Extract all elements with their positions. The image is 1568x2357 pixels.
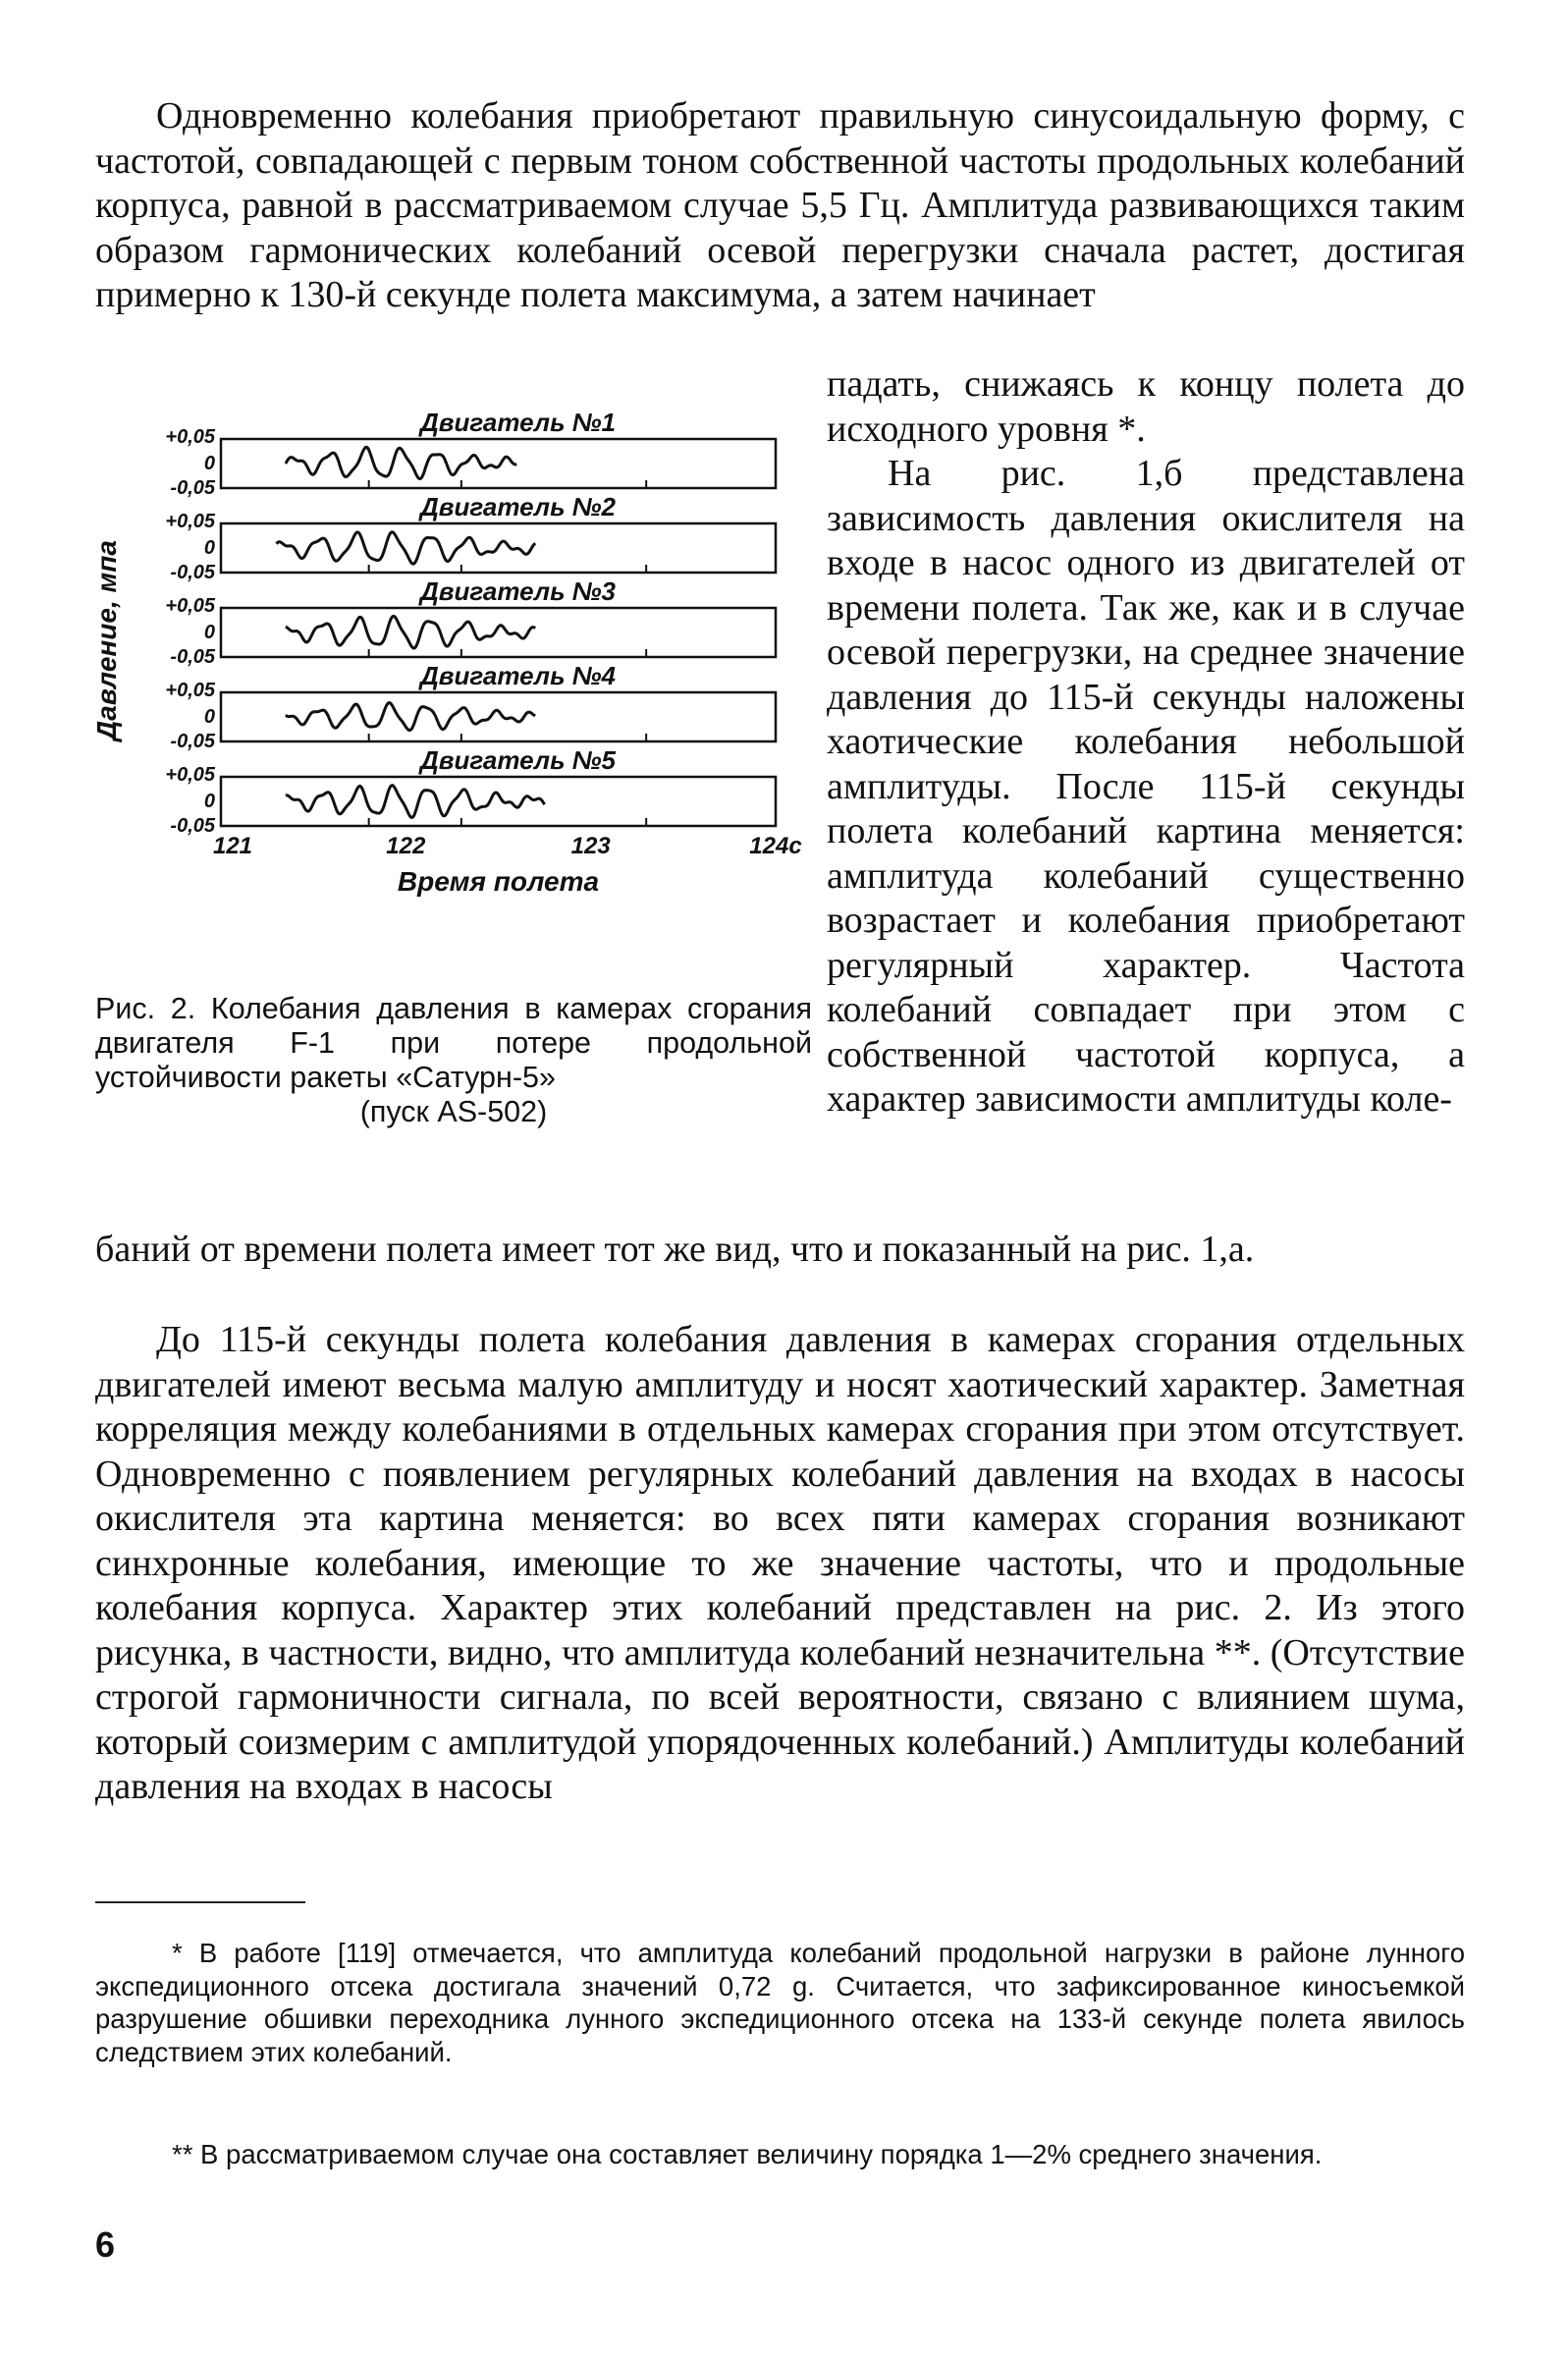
x-tick-label-3: 123 — [570, 833, 611, 859]
paragraph-top: Одновременно колебания приобретают правильную синусоидальную форму, с частотой, совпадающей с первым тоном собственной частоты продольных колебаний корпуса, равной в рассматриваемом случае 5,5 Гц. Амплитуда развивающихся таким образом гармонических колебаний осевой перегрузки сначала растет, достигая примерно к 130-й секунде полета максимума, а затем начинает — [95, 95, 1465, 315]
y-tick-label-2-2: 0 — [203, 537, 215, 559]
y-tick-label-3-2: 0 — [203, 622, 215, 643]
x-tick-label-2: 122 — [386, 833, 426, 859]
y-tick-label-5-3: -0,05 — [170, 815, 215, 837]
y-tick-label-1-2: 0 — [203, 453, 215, 474]
x-tick-label-1: 121 — [212, 833, 253, 859]
y-tick-label-4-2: 0 — [203, 706, 215, 728]
footnote-2: ** В рассматриваемом случае она составляет величину порядка 1—2% среднего значения. — [172, 2139, 1323, 2169]
channel-label-4: Двигатель №4 — [420, 661, 616, 690]
figure-2 — [88, 408, 815, 928]
y-tick-label-4-1: +0,05 — [165, 680, 215, 701]
y-tick-label-3-1: +0,05 — [165, 595, 215, 617]
y-tick-label-5-2: 0 — [203, 791, 215, 812]
channel-frame-5 — [221, 777, 776, 826]
y-tick-label-5-1: +0,05 — [165, 764, 215, 786]
waveform-4 — [286, 703, 535, 731]
y-axis-label: Давление, мпа — [91, 540, 122, 740]
channel-label-2: Двигатель №2 — [420, 492, 616, 521]
footnote-rule — [95, 1901, 305, 1903]
y-tick-label-3-3: -0,05 — [170, 646, 215, 668]
caption-main: Рис. 2. Колебания давления в камерах сгорания двигателя F-1 при потере продольной устойчивости ракеты «Сатурн-5» — [95, 992, 812, 1094]
waveform-3 — [286, 616, 535, 648]
footnote-1: * В работе [119] отмечается, что амплитуда колебаний продольной нагрузки в районе лунного экспедиционного отсека достигала значений 0,72 g. Считается, что зафиксированное киносъемкой разрушение обшивки переходника лунного экспедиционного отсека на 133-й секунде полета явилось следствием этих колебаний. — [95, 1938, 1465, 2067]
channel-label-3: Двигатель №3 — [420, 576, 616, 606]
x-axis-label: Время полета — [397, 866, 600, 897]
paragraph-join: баний от времени полета имеет тот же вид, что и показанный на рис. 1,а. — [95, 1229, 1255, 1270]
page-number: 6 — [95, 2224, 116, 2265]
waveform-2 — [277, 532, 536, 564]
paragraph-second: До 115-й секунды полета колебания давления в камерах сгорания отдельных двигателей имеют весьма малую амплитуду и носят хаотический характер. Заметная корреляция между колебаниями в отдельных камерах сгорания при этом отсутствует. Одновременно с появлением регулярных колебаний давления на входах в насосы окислителя эта картина меняется: во всех пяти камерах сгорания возникают синхронные колебания, имеющие то же значение частоты, что и продольные колебания корпуса. Характер этих колебаний представлен на рис. 2. Из этого рисунка, в частности, видно, что амплитуда колебаний незначительна **. (Отсутствие строгой гармоничности сигнала, по всей вероятности, связано с влиянием шума, который соизмерим с амплитудой упорядоченных колебаний.) Амплитуды колебаний давления на входах в насосы — [95, 1319, 1465, 1807]
paragraph-right-continuation: падать, снижаясь к концу полета до исходного уровня *. — [827, 363, 1465, 450]
y-tick-label-4-3: -0,05 — [170, 731, 215, 752]
pressure-oscillation-chart — [88, 408, 815, 928]
y-tick-label-1-1: +0,05 — [165, 426, 215, 448]
caption-launch: (пуск AS-502) — [359, 1095, 548, 1128]
channel-frame-4 — [221, 692, 776, 741]
paragraph-right-main: На рис. 1,б представлена зависимость давления окислителя на входе в насос одного из двигателей от времени полета. Так же, как и в случае осевой перегрузки, на среднее значение давления до 115-й секунды наложены хаотические колебания небольшой амплитуды. После 115-й секунды полета колебаний картина меняется: амплитуда колебаний существенно возрастает и колебания приобретают регулярный характер. Частота колебаний совпадает при этом с собственной частотой корпуса, а характер зависимости амплитуды коле- — [827, 453, 1465, 1120]
channel-frame-3 — [221, 608, 776, 657]
waveform-5 — [286, 786, 545, 818]
channel-label-5: Двигатель №5 — [420, 745, 616, 775]
y-tick-label-2-1: +0,05 — [165, 511, 215, 532]
channel-label-1: Двигатель №1 — [420, 408, 616, 437]
y-tick-label-1-3: -0,05 — [170, 477, 215, 499]
waveform-1 — [286, 447, 516, 478]
figure-caption — [95, 992, 812, 1129]
y-tick-label-2-3: -0,05 — [170, 562, 215, 583]
right-column — [827, 362, 1465, 1123]
x-tick-label-4: 124с — [749, 833, 802, 859]
